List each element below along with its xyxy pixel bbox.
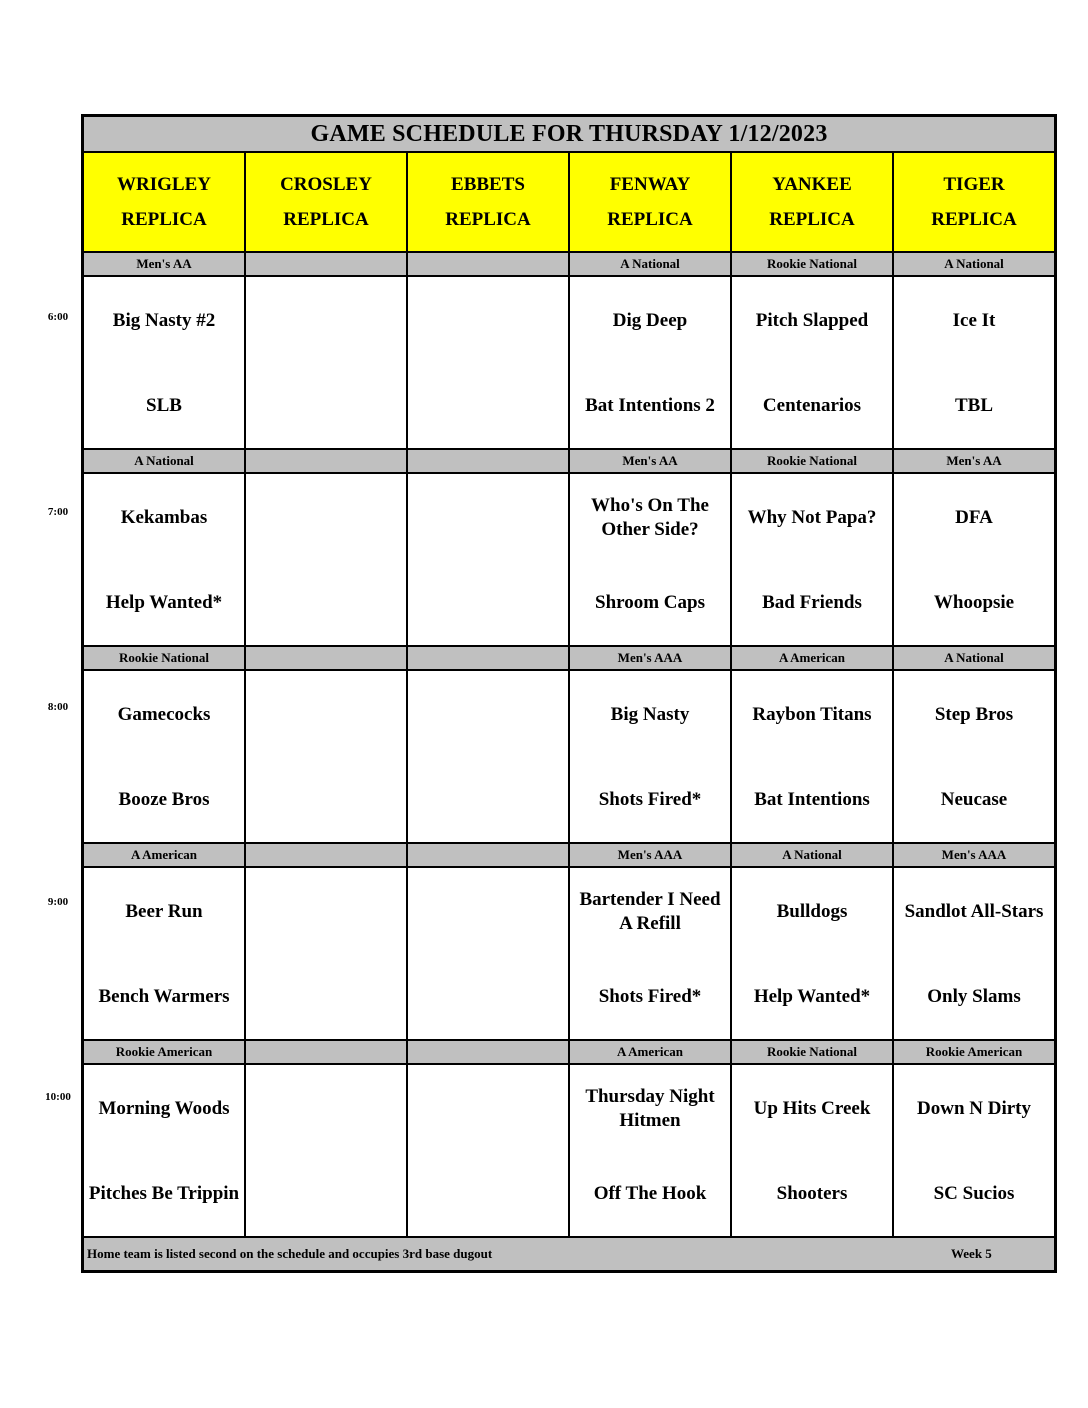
away-team-name: Up Hits Creek: [753, 1098, 871, 1119]
game-cell: [84, 277, 246, 448]
game-cell: [570, 474, 732, 645]
home-team: [412, 973, 564, 1021]
schedule-table: [81, 114, 1057, 1273]
division-label: A National: [894, 253, 1054, 275]
home-team: [88, 973, 240, 1021]
field-header-row: [84, 153, 1054, 253]
division-row: [84, 844, 1054, 868]
game-cell: [84, 671, 246, 842]
game-cell: [408, 868, 570, 1039]
game-cell: [570, 868, 732, 1039]
home-team-name: Pitches Be Trippin: [88, 1183, 240, 1204]
home-team-name: TBL: [954, 395, 994, 416]
division-label: A National: [732, 844, 894, 866]
away-team: [736, 691, 888, 739]
time-label: 7:00: [47, 506, 69, 518]
away-team-name: Down N Dirty: [917, 1098, 1031, 1119]
away-team-name: Bulldogs: [776, 901, 848, 922]
game-cell: [570, 1065, 732, 1236]
away-team: [574, 297, 726, 345]
away-team-name: Pitch Slapped: [755, 310, 869, 331]
home-team: [250, 579, 402, 627]
away-team-name: Kekambas: [120, 507, 208, 528]
division-label: Men's AA: [894, 450, 1054, 472]
division-label: Men's AA: [570, 450, 732, 472]
division-row: [84, 450, 1054, 474]
field-sub: REPLICA: [607, 208, 693, 230]
week-label: Week 5: [951, 1246, 992, 1261]
away-team-name: DFA: [955, 507, 993, 528]
home-team-name: Bench Warmers: [98, 986, 230, 1007]
game-cell: [732, 1065, 894, 1236]
home-team-name: Shooters: [776, 1183, 848, 1204]
away-team: [88, 691, 240, 739]
division-label: [246, 253, 408, 275]
division-label: [246, 844, 408, 866]
game-cell: [84, 868, 246, 1039]
home-team: [412, 776, 564, 824]
home-team: [574, 1170, 726, 1218]
game-cell: [894, 474, 1054, 645]
away-team-name: Beer Run: [125, 901, 203, 922]
field-name: YANKEE: [772, 173, 852, 195]
away-team: [898, 297, 1050, 345]
field-header: [84, 153, 246, 251]
time-label: 8:00: [47, 701, 69, 713]
field-name: CROSLEY: [280, 173, 372, 195]
home-team: [412, 1170, 564, 1218]
schedule-footer: [84, 1238, 1054, 1270]
division-label: [246, 1041, 408, 1063]
field-name: FENWAY: [609, 173, 691, 195]
home-team: [736, 776, 888, 824]
home-team: [574, 776, 726, 824]
game-cell: [732, 868, 894, 1039]
away-team: [250, 888, 402, 936]
division-row: [84, 647, 1054, 671]
field-sub: REPLICA: [445, 208, 531, 230]
game-cell: [894, 868, 1054, 1039]
away-team: [250, 494, 402, 542]
away-team: [736, 494, 888, 542]
division-label: A American: [84, 844, 246, 866]
game-cell: [408, 1065, 570, 1236]
time-label: 9:00: [47, 896, 69, 908]
away-team: [898, 888, 1050, 936]
away-team-name: Thursday Night Hitmen: [585, 1086, 715, 1131]
home-team: [250, 382, 402, 430]
game-cell: [84, 474, 246, 645]
home-team: [412, 382, 564, 430]
time-column: [0, 0, 82, 1408]
home-team: [88, 579, 240, 627]
home-team: [736, 1170, 888, 1218]
division-label: Men's AAA: [570, 647, 732, 669]
home-team-name: SC Sucios: [933, 1183, 1015, 1204]
division-label: A American: [570, 1041, 732, 1063]
home-team: [574, 579, 726, 627]
time-slots: [84, 253, 1054, 1238]
home-team-name: Booze Bros: [118, 789, 210, 810]
home-team: [88, 382, 240, 430]
division-label: Rookie American: [894, 1041, 1054, 1063]
field-sub: REPLICA: [931, 208, 1017, 230]
home-team: [250, 1170, 402, 1218]
away-team: [736, 1085, 888, 1133]
home-team-name: Whoopsie: [933, 592, 1015, 613]
away-team: [574, 888, 726, 936]
footer-note: Home team is listed second on the schedule and occupies 3rd base dugout: [87, 1246, 493, 1261]
division-label: Rookie National: [732, 1041, 894, 1063]
home-team-name: Bat Intentions: [754, 789, 870, 810]
away-team-name: Who's On The Other Side?: [591, 495, 709, 540]
away-team: [412, 888, 564, 936]
field-name: WRIGLEY: [117, 173, 211, 195]
home-team-name: Only Slams: [927, 986, 1021, 1007]
away-team-name: Morning Woods: [98, 1098, 230, 1119]
home-team: [250, 776, 402, 824]
division-row: [84, 253, 1054, 277]
home-team-name: Bad Friends: [762, 592, 862, 613]
away-team-name: Big Nasty #2: [112, 310, 216, 331]
home-team-name: Neucase: [940, 789, 1008, 810]
division-label: Rookie American: [84, 1041, 246, 1063]
game-cell: [246, 474, 408, 645]
home-team: [88, 776, 240, 824]
home-team-name: Shroom Caps: [595, 592, 705, 613]
game-row: [84, 671, 1054, 844]
home-team-name: Bat Intentions 2: [585, 395, 715, 416]
game-cell: [570, 671, 732, 842]
division-label: Men's AAA: [570, 844, 732, 866]
time-label: 10:00: [45, 1091, 71, 1103]
home-team: [412, 579, 564, 627]
home-team: [88, 1170, 240, 1218]
game-cell: [894, 277, 1054, 448]
away-team-name: Big Nasty: [610, 704, 690, 725]
away-team: [250, 691, 402, 739]
away-team-name: Dig Deep: [612, 310, 688, 331]
field-header: [894, 153, 1054, 251]
away-team: [736, 297, 888, 345]
game-row: [84, 277, 1054, 450]
away-team-name: Ice It: [952, 310, 996, 331]
division-label: A National: [84, 450, 246, 472]
field-sub: REPLICA: [121, 208, 207, 230]
home-team-name: Help Wanted*: [105, 592, 223, 613]
away-team-name: Bartender I Need A Refill: [579, 889, 721, 934]
away-team: [88, 888, 240, 936]
game-cell: [246, 671, 408, 842]
division-label: [408, 253, 570, 275]
game-cell: [84, 1065, 246, 1236]
away-team: [736, 888, 888, 936]
game-cell: [408, 277, 570, 448]
game-row: [84, 868, 1054, 1041]
away-team: [898, 691, 1050, 739]
home-team: [574, 973, 726, 1021]
home-team-name: Shots Fired*: [598, 789, 702, 810]
away-team: [88, 1085, 240, 1133]
field-header: [408, 153, 570, 251]
division-row: [84, 1041, 1054, 1065]
division-label: Men's AAA: [894, 844, 1054, 866]
game-cell: [246, 277, 408, 448]
away-team: [574, 691, 726, 739]
game-row: [84, 474, 1054, 647]
division-label: Rookie National: [84, 647, 246, 669]
away-team: [412, 494, 564, 542]
away-team: [88, 494, 240, 542]
home-team: [736, 973, 888, 1021]
game-cell: [408, 671, 570, 842]
home-team: [898, 579, 1050, 627]
division-label: A National: [570, 253, 732, 275]
home-team-name: Off The Hook: [593, 1183, 707, 1204]
home-team-name: Help Wanted*: [753, 986, 871, 1007]
home-team: [898, 776, 1050, 824]
away-team-name: Raybon Titans: [752, 704, 872, 725]
division-label: [246, 647, 408, 669]
division-label: A National: [894, 647, 1054, 669]
away-team: [412, 691, 564, 739]
away-team-name: Sandlot All-Stars: [904, 901, 1044, 922]
field-name: EBBETS: [451, 173, 525, 195]
game-cell: [570, 277, 732, 448]
home-team: [898, 973, 1050, 1021]
away-team-name: Step Bros: [934, 704, 1014, 725]
home-team: [736, 579, 888, 627]
game-cell: [408, 474, 570, 645]
game-row: [84, 1065, 1054, 1238]
division-label: [408, 1041, 570, 1063]
field-header: [246, 153, 408, 251]
game-cell: [732, 277, 894, 448]
field-sub: REPLICA: [769, 208, 855, 230]
division-label: Rookie National: [732, 253, 894, 275]
away-team: [898, 494, 1050, 542]
away-team: [574, 1085, 726, 1133]
division-label: [408, 647, 570, 669]
home-team-name: Centenarios: [762, 395, 862, 416]
field-header: [732, 153, 894, 251]
field-name: TIGER: [943, 173, 1005, 195]
away-team: [898, 1085, 1050, 1133]
home-team: [898, 382, 1050, 430]
game-cell: [894, 1065, 1054, 1236]
schedule-title: GAME SCHEDULE FOR THURSDAY 1/12/2023: [84, 117, 1054, 153]
away-team-name: Why Not Papa?: [747, 507, 877, 528]
away-team: [88, 297, 240, 345]
game-cell: [246, 868, 408, 1039]
field-sub: REPLICA: [283, 208, 369, 230]
away-team: [412, 1085, 564, 1133]
game-cell: [732, 474, 894, 645]
home-team: [574, 382, 726, 430]
away-team: [412, 297, 564, 345]
game-cell: [246, 1065, 408, 1236]
home-team: [250, 973, 402, 1021]
home-team: [736, 382, 888, 430]
field-header: [570, 153, 732, 251]
division-label: A American: [732, 647, 894, 669]
home-team-name: Shots Fired*: [598, 986, 702, 1007]
division-label: [246, 450, 408, 472]
time-label: 6:00: [47, 311, 69, 323]
game-cell: [894, 671, 1054, 842]
division-label: [408, 450, 570, 472]
away-team: [250, 297, 402, 345]
home-team: [898, 1170, 1050, 1218]
division-label: Rookie National: [732, 450, 894, 472]
away-team: [250, 1085, 402, 1133]
away-team: [574, 494, 726, 542]
division-label: [408, 844, 570, 866]
game-cell: [732, 671, 894, 842]
away-team-name: Gamecocks: [117, 704, 211, 725]
home-team-name: SLB: [146, 395, 182, 416]
division-label: Men's AA: [84, 253, 246, 275]
